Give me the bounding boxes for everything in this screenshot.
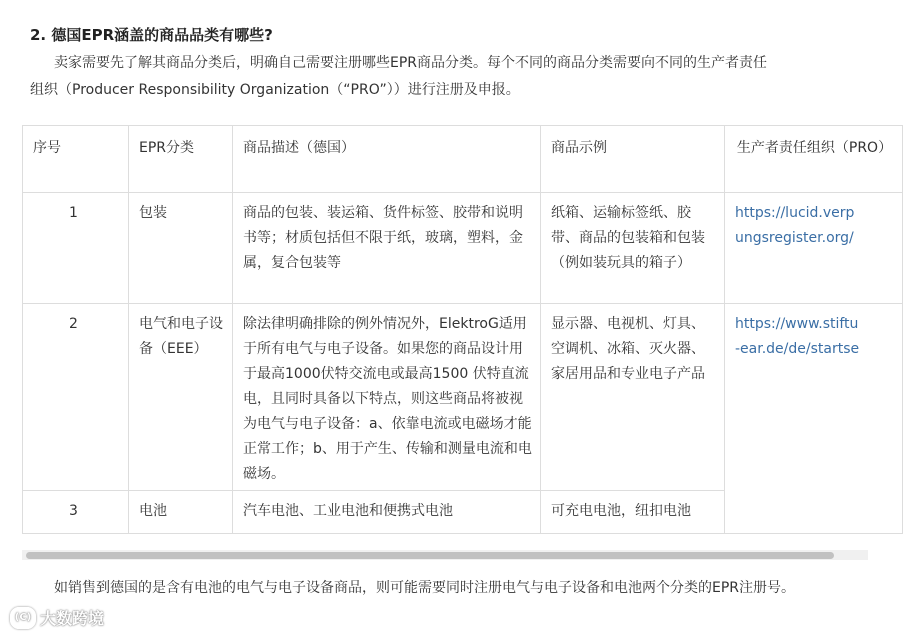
row-description: 汽车电池、工业电池和便携式电池 xyxy=(233,491,541,534)
footer-note: 如销售到德国的是含有电池的电气与电子设备商品，则可能需要同时注册电气与电子设备和电池两个分类的EPR注册号。 xyxy=(54,580,796,596)
row-category: 电池 xyxy=(129,491,233,534)
pro-link-line-2[interactable]: ungsregister.org/ xyxy=(735,230,854,246)
section-heading: 2. 德国EPR涵盖的商品品类有哪些? xyxy=(30,26,273,44)
row-examples: 可充电电池，纽扣电池 xyxy=(541,491,725,534)
row-category: 电气和电子设备（EEE） xyxy=(129,304,233,491)
intro-line-1: 卖家需要先了解其商品分类后，明确自己需要注册哪些EPR商品分类。每个不同的商品分类需要向不同的生产者责任 xyxy=(54,55,768,71)
pro-link-line-1[interactable]: https://lucid.verp xyxy=(735,205,855,221)
horizontal-scrollbar[interactable] xyxy=(22,550,868,560)
header-num: 序号 xyxy=(23,126,129,193)
watermark-text: 大数跨境 xyxy=(40,609,105,628)
header-category: EPR分类 xyxy=(129,126,233,193)
row-description: 商品的包装、装运箱、货件标签、胶带和说明书等；材质包括但不限于纸，玻璃，塑料，金属，复合包装等 xyxy=(233,193,541,304)
table-row xyxy=(23,304,903,491)
epr-table-container xyxy=(22,125,893,548)
row-category: 包装 xyxy=(129,193,233,304)
header-examples: 商品示例 xyxy=(541,126,725,193)
watermark xyxy=(10,606,104,629)
row-num: 1 xyxy=(23,193,129,304)
pro-link-line-2[interactable]: -ear.de/de/startse xyxy=(735,341,860,357)
intro-line-2: 组织（Producer Responsibility Organization（“PRO”））进行注册及申报。 xyxy=(30,82,520,98)
row-num: 3 xyxy=(23,491,129,534)
scrollbar-thumb[interactable] xyxy=(26,552,834,559)
row-pro xyxy=(725,304,903,534)
row-examples: 显示器、电视机、灯具、空调机、冰箱、灭火器、家居用品和专业电子产品 xyxy=(541,304,725,491)
row-num: 2 xyxy=(23,304,129,491)
table-header-row xyxy=(23,126,903,193)
header-pro: 生产者责任组织（PRO） xyxy=(725,126,903,193)
pro-link-line-1[interactable]: https://www.stiftu xyxy=(735,316,859,332)
table-row xyxy=(23,193,903,304)
row-description: 除法律明确排除的例外情况外，ElektroG适用于所有电气与电子设备。如果您的商品设计用于最高1000伏特交流电或最高1500 伏特直流电，且同时具备以下特点，则这些商品将被视为电气与电子设备：a、依靠电流或电磁场才能正常工作；b、用于产生、传输和测量电流和电磁场。 xyxy=(233,304,541,491)
row-pro xyxy=(725,193,903,304)
watermark-logo-icon: (C) xyxy=(10,607,36,629)
intro-paragraph xyxy=(30,50,874,104)
epr-category-table xyxy=(22,125,903,534)
header-description: 商品描述（德国） xyxy=(233,126,541,193)
row-examples: 纸箱、运输标签纸、胶带、商品的包装箱和包装（例如装玩具的箱子） xyxy=(541,193,725,304)
